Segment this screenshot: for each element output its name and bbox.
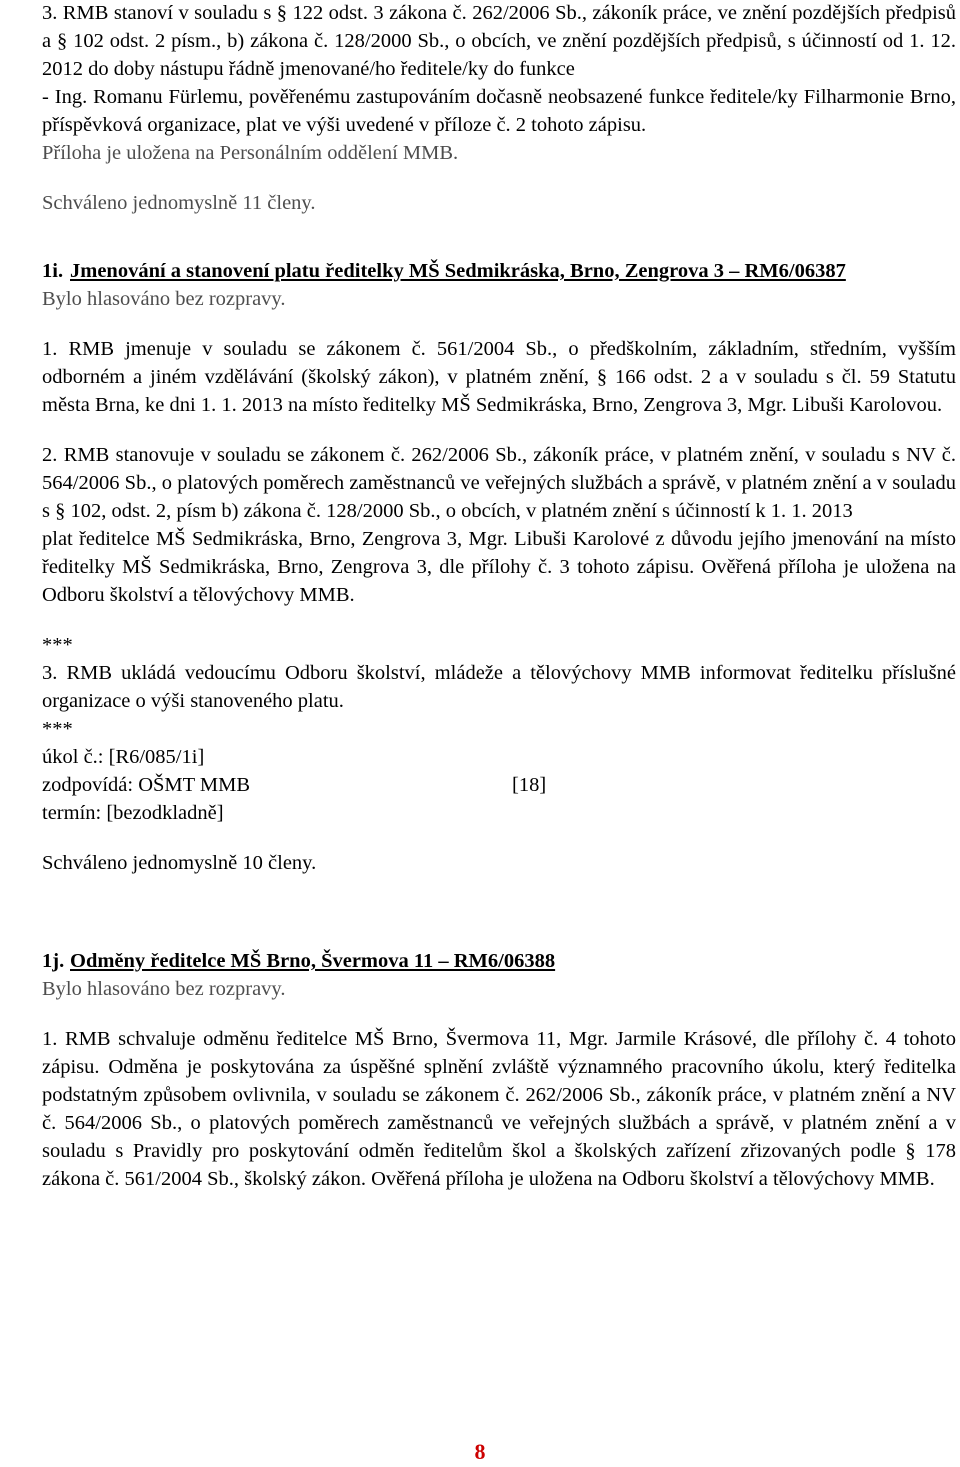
intro-paragraph: 3. RMB stanoví v souladu s § 122 odst. 3 zákona č. 262/2006 Sb., zákoník práce, ve znění pozdějších předpisů a § 102 odst. 2 písm., b) zákona č. 128/2000 Sb., o obcích, ve znění pozdějších předpisů, s účinností od 1. 12. 2012 do doby nástupu řádně jmenované/ho ředitele/ky do funkce [42,2,956,80]
task-responsible-row [42,771,956,799]
section-title: Jmenování a stanovení platu ředitelky MŠ Sedmikráska, Brno, Zengrova 3 – RM6/06387 [70,260,846,282]
resolution-paragraph-2-salary: plat ředitelce MŠ Sedmikráska, Brno, Zengrova 3, Mgr. Libuši Karolové z důvodu jejího jmenování na místo ředitelky MŠ Sedmikráska, Brno, Zengrova 3, dle přílohy č. 3 tohoto zápisu. Ověřená příloha je uložena na Odboru školství a tělovýchovy MMB. [42,528,956,606]
resolution-paragraph-2: 2. RMB stanovuje v souladu se zákonem č. 262/2006 Sb., zákoník práce, v platném znění, v souladu s NV č. 564/2006 Sb., o platových poměrech zaměstnanců ve veřejných službách a správě, v platném znění a v souladu s § 102, odst. 2, písm b) zákona č. 128/2000 Sb., o obcích, v platném znění s účinností k 1. 1. 2013 [42,444,956,522]
task-deadline-row [42,799,956,827]
no-debate-note: Bylo hlasováno bez rozpravy. [42,288,286,310]
document-page [42,0,956,1193]
section-number: 1j. [42,950,65,972]
resolution-paragraph-1: 1. RMB schvaluje odměnu ředitelce MŠ Brno, Švermova 11, Mgr. Jarmile Krásové, dle přílohy č. 4 tohoto zápisu. Odměna je poskytována za úspěšné splnění zvláště významného pracovního úkolu, který ředitelka podstatným způsobem ovlivnila, v souladu se zákonem č. 262/2006 Sb., zákoník práce, v platném znění a NV č. 564/2006 Sb., o platových poměrech zaměstnanců ve veřejných službách a správě, v platném znění a v souladu s Pravidly pro poskytování odměn ředitelům škol a školských zařízení zřizovaných podle § 178 zákona č. 561/2004 Sb., školský zákon. Ověřená příloha je uložena na Odboru školství a tělovýchovy MMB. [42,1028,956,1190]
task-responsible: zodpovídá: OŠMT MMB [42,774,251,796]
section-heading [42,947,956,975]
separator-stars: *** [42,718,73,740]
resolution-paragraph-3: 3. RMB ukládá vedoucímu Odboru školství, mládeže a tělovýchovy MMB informovat ředitelku příslušné organizace o výši stanoveného platu. [42,662,956,712]
intro-block [42,0,956,217]
page-number: 8 [474,1439,486,1464]
approval-note: Schváleno jednomyslně 10 členy. [42,852,317,874]
task-number-row [42,743,956,771]
resolution-paragraph-1: 1. RMB jmenuje v souladu se zákonem č. 561/2004 Sb., o předškolním, základním, středním, vyšším odborném a jiném vzdělávání (školský zákon), v platném znění, § 166 odst. 2 a v souladu s čl. 59 Statutu města Brna, ke dni 1. 1. 2013 na místo ředitelky MŠ Sedmikráska, Brno, Zengrova 3, Mgr. Libuši Karolovou. [42,338,956,416]
no-debate-note: Bylo hlasováno bez rozpravy. [42,978,286,1000]
task-block [42,743,956,827]
section-1j [42,947,956,1193]
task-number: úkol č.: [R6/085/1i] [42,746,205,768]
section-1i [42,257,956,877]
task-deadline: termín: [bezodkladně] [42,802,224,824]
approval-note: Schváleno jednomyslně 11 členy. [42,192,316,214]
separator-stars: *** [42,634,73,656]
task-responsible-code: [18] [512,774,547,796]
attachment-note: Příloha je uložena na Personálním oddělení MMB. [42,142,459,164]
section-title: Odměny ředitelce MŠ Brno, Švermova 11 – RM6/06388 [70,950,556,972]
section-heading [42,257,956,285]
section-number: 1i. [42,260,64,282]
intro-salary-paragraph: - Ing. Romanu Fürlemu, pověřenému zastupováním dočasně neobsazené funkce ředitele/ky Filharmonie Brno, příspěvková organizace, plat ve výši uvedené v příloze č. 2 tohoto zápisu. [42,86,956,136]
